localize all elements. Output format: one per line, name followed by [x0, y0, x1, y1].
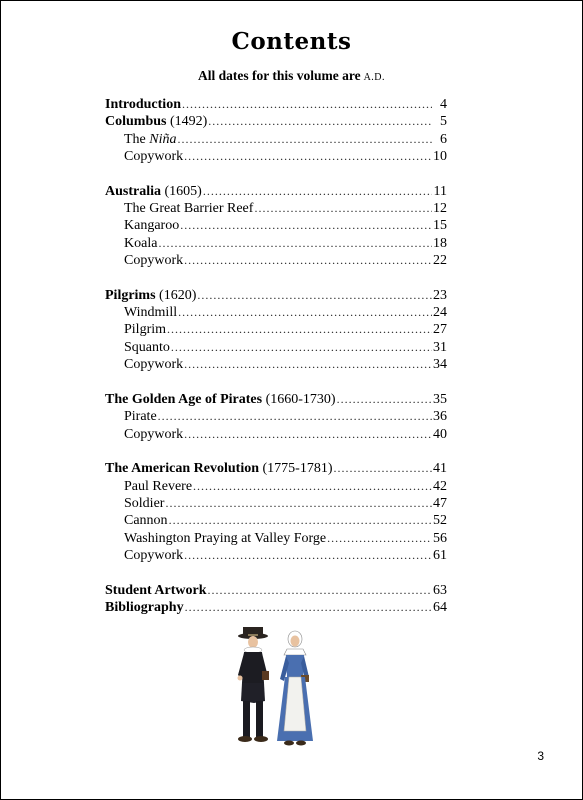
toc-entry-title: Soldier	[124, 496, 165, 512]
toc-page-number: 27	[433, 322, 447, 338]
section-gap	[105, 165, 447, 183]
section-gap	[105, 269, 447, 287]
toc-entry-title: Pilgrims	[105, 287, 156, 303]
toc-subentry	[105, 426, 447, 443]
toc-entry-label	[124, 252, 183, 269]
toc-section-entry	[105, 113, 447, 130]
toc-entry-title: Bibliography	[105, 600, 184, 616]
toc-entry-label	[124, 131, 177, 148]
toc-entry-label	[124, 408, 157, 425]
toc-entry-label	[105, 287, 196, 304]
toc-subentry	[105, 148, 447, 165]
toc-entry-label	[124, 512, 168, 529]
toc-page-number: 42	[433, 478, 447, 494]
toc-page-number: 6	[440, 131, 447, 147]
dot-leader	[254, 200, 432, 217]
pilgrim-woman-figure	[277, 631, 313, 746]
toc-entry-label	[124, 148, 183, 165]
toc-entry-label	[124, 217, 179, 234]
page-title: Contents	[231, 28, 352, 55]
toc-subentry	[105, 131, 447, 148]
toc-page-number: 31	[433, 339, 447, 355]
toc-page-number: 18	[433, 235, 447, 251]
toc-entry-italic-title: Niña	[149, 131, 177, 147]
dot-leader	[185, 599, 432, 616]
toc-entry-label	[105, 460, 333, 477]
toc-entry-title: Copywork	[124, 426, 184, 442]
toc-entry-title: Pirate	[124, 409, 157, 425]
dot-leader	[184, 426, 432, 443]
toc-entry-title: Koala	[124, 235, 158, 251]
toc-entry-label	[124, 321, 166, 338]
dot-leader	[171, 339, 432, 356]
dot-leader	[184, 252, 432, 269]
toc-entry-label	[124, 547, 183, 564]
toc-entry-label	[124, 426, 183, 443]
toc-entry-title: Copywork	[124, 357, 184, 373]
toc-entry-label	[105, 113, 207, 130]
toc-section-entry	[105, 582, 447, 599]
toc-entry-date-range: (1492)	[166, 114, 208, 130]
toc-page-number: 41	[433, 461, 447, 477]
dot-leader	[169, 512, 432, 529]
toc-entry-title: Squanto	[124, 339, 170, 355]
toc-page-number: 23	[433, 287, 447, 303]
toc-entry-date-range: (1605)	[161, 183, 202, 199]
toc-entry-title: Columbus	[105, 114, 167, 130]
toc-entry-label	[124, 495, 164, 512]
toc-entry-prefix: The	[124, 131, 150, 147]
toc-entry-title: The Great Barrier Reef	[124, 201, 254, 217]
toc-page-number: 4	[440, 97, 447, 112]
toc-entry-title: Windmill	[124, 305, 178, 321]
toc-subentry	[105, 252, 447, 269]
toc-section-entry	[105, 183, 447, 200]
dot-leader	[203, 183, 432, 200]
toc-entry-title: Copywork	[124, 252, 184, 268]
toc-entry-title: Washington Praying at Valley Forge	[124, 530, 327, 546]
dot-leader	[182, 96, 432, 113]
toc-page-number: 12	[433, 201, 447, 217]
toc-subentry	[105, 217, 447, 234]
dot-leader	[165, 495, 432, 512]
toc-entry-label	[124, 200, 253, 217]
dot-leader	[158, 408, 432, 425]
subtitle-era: A.D.	[363, 72, 386, 83]
toc-entry-label	[105, 391, 336, 408]
toc-page-number: 5	[440, 114, 447, 130]
toc-subentry	[105, 200, 447, 217]
toc-entry-label	[105, 599, 184, 616]
dot-leader	[184, 547, 432, 564]
toc-page-number: 35	[433, 391, 447, 407]
dot-leader	[184, 148, 432, 165]
toc-subentry	[105, 304, 447, 321]
toc-page-number: 11	[433, 183, 447, 199]
toc-subentry	[105, 512, 447, 529]
page-number: 3	[537, 749, 544, 763]
toc-page-number: 15	[433, 218, 447, 234]
toc-entry-title: The American Revolution	[105, 461, 259, 477]
toc-page-number: 56	[433, 530, 447, 546]
toc-page-number: 47	[433, 496, 447, 512]
toc-entry-date-range: (1775-1781)	[259, 461, 333, 477]
toc-section-entry	[105, 96, 447, 113]
toc-section-entry	[105, 599, 447, 616]
toc-page-number: 64	[433, 600, 447, 616]
toc-entry-title: Kangaroo	[124, 218, 180, 234]
toc-entry-label	[124, 478, 192, 495]
toc-page-number: 63	[433, 582, 447, 598]
dot-leader	[167, 321, 432, 338]
table-of-contents	[105, 96, 447, 616]
toc-entry-label	[124, 235, 157, 252]
dot-leader	[327, 530, 432, 547]
dot-leader	[193, 478, 432, 495]
subtitle-text: All dates for this volume are	[197, 68, 361, 83]
toc-section-entry	[105, 391, 447, 408]
toc-entry-label	[124, 356, 183, 373]
section-gap	[105, 373, 447, 391]
toc-subentry	[105, 530, 447, 547]
toc-page-number: 24	[433, 305, 447, 321]
dot-leader	[208, 582, 432, 599]
toc-entry-date-range: (1660-1730)	[262, 391, 336, 407]
toc-page-number: 40	[433, 426, 447, 442]
section-gap	[105, 443, 447, 461]
toc-page-number: 10	[433, 148, 447, 164]
toc-entry-title: Copywork	[124, 547, 184, 563]
toc-subentry	[105, 339, 447, 356]
toc-entry-label	[124, 339, 170, 356]
toc-entry-label	[124, 530, 326, 547]
toc-entry-title: Student Artwork	[105, 582, 207, 598]
toc-entry-label	[124, 304, 177, 321]
toc-entry-title: Introduction	[105, 97, 181, 112]
dot-leader	[337, 391, 432, 408]
toc-subentry	[105, 547, 447, 564]
dot-leader	[334, 460, 433, 477]
toc-section-entry	[105, 460, 447, 477]
dot-leader	[180, 217, 432, 234]
page-subtitle	[1, 68, 582, 84]
toc-page-number: 61	[433, 547, 447, 563]
toc-subentry	[105, 356, 447, 373]
section-gap	[105, 564, 447, 582]
toc-subentry	[105, 478, 447, 495]
dot-leader	[178, 304, 432, 321]
toc-page-number: 52	[433, 513, 447, 529]
toc-page-number: 36	[433, 409, 447, 425]
toc-page-number: 34	[433, 357, 447, 373]
toc-entry-title: Cannon	[124, 513, 168, 529]
toc-entry-title: Pilgrim	[124, 322, 167, 338]
toc-page-number: 22	[433, 252, 447, 268]
dot-leader	[158, 235, 432, 252]
dot-leader	[178, 131, 433, 148]
toc-entry-label	[105, 582, 207, 599]
pilgrim-couple-illustration	[229, 625, 329, 755]
toc-subentry	[105, 235, 447, 252]
toc-entry-title: Australia	[105, 183, 161, 199]
toc-subentry	[105, 408, 447, 425]
toc-entry-title: The Golden Age of Pirates	[105, 391, 263, 407]
toc-subentry	[105, 321, 447, 338]
toc-entry-date-range: (1620)	[155, 287, 197, 303]
dot-leader	[197, 287, 432, 304]
dot-leader	[208, 113, 432, 130]
pilgrim-man-figure	[238, 627, 270, 742]
toc-entry-label	[105, 183, 202, 200]
toc-section-entry	[105, 287, 447, 304]
toc-entry-label	[105, 96, 181, 113]
toc-subentry	[105, 495, 447, 512]
dot-leader	[184, 356, 432, 373]
pilgrim-couple-image	[229, 625, 329, 755]
toc-entry-title: Copywork	[124, 148, 184, 164]
toc-entry-title: Paul Revere	[124, 478, 193, 494]
